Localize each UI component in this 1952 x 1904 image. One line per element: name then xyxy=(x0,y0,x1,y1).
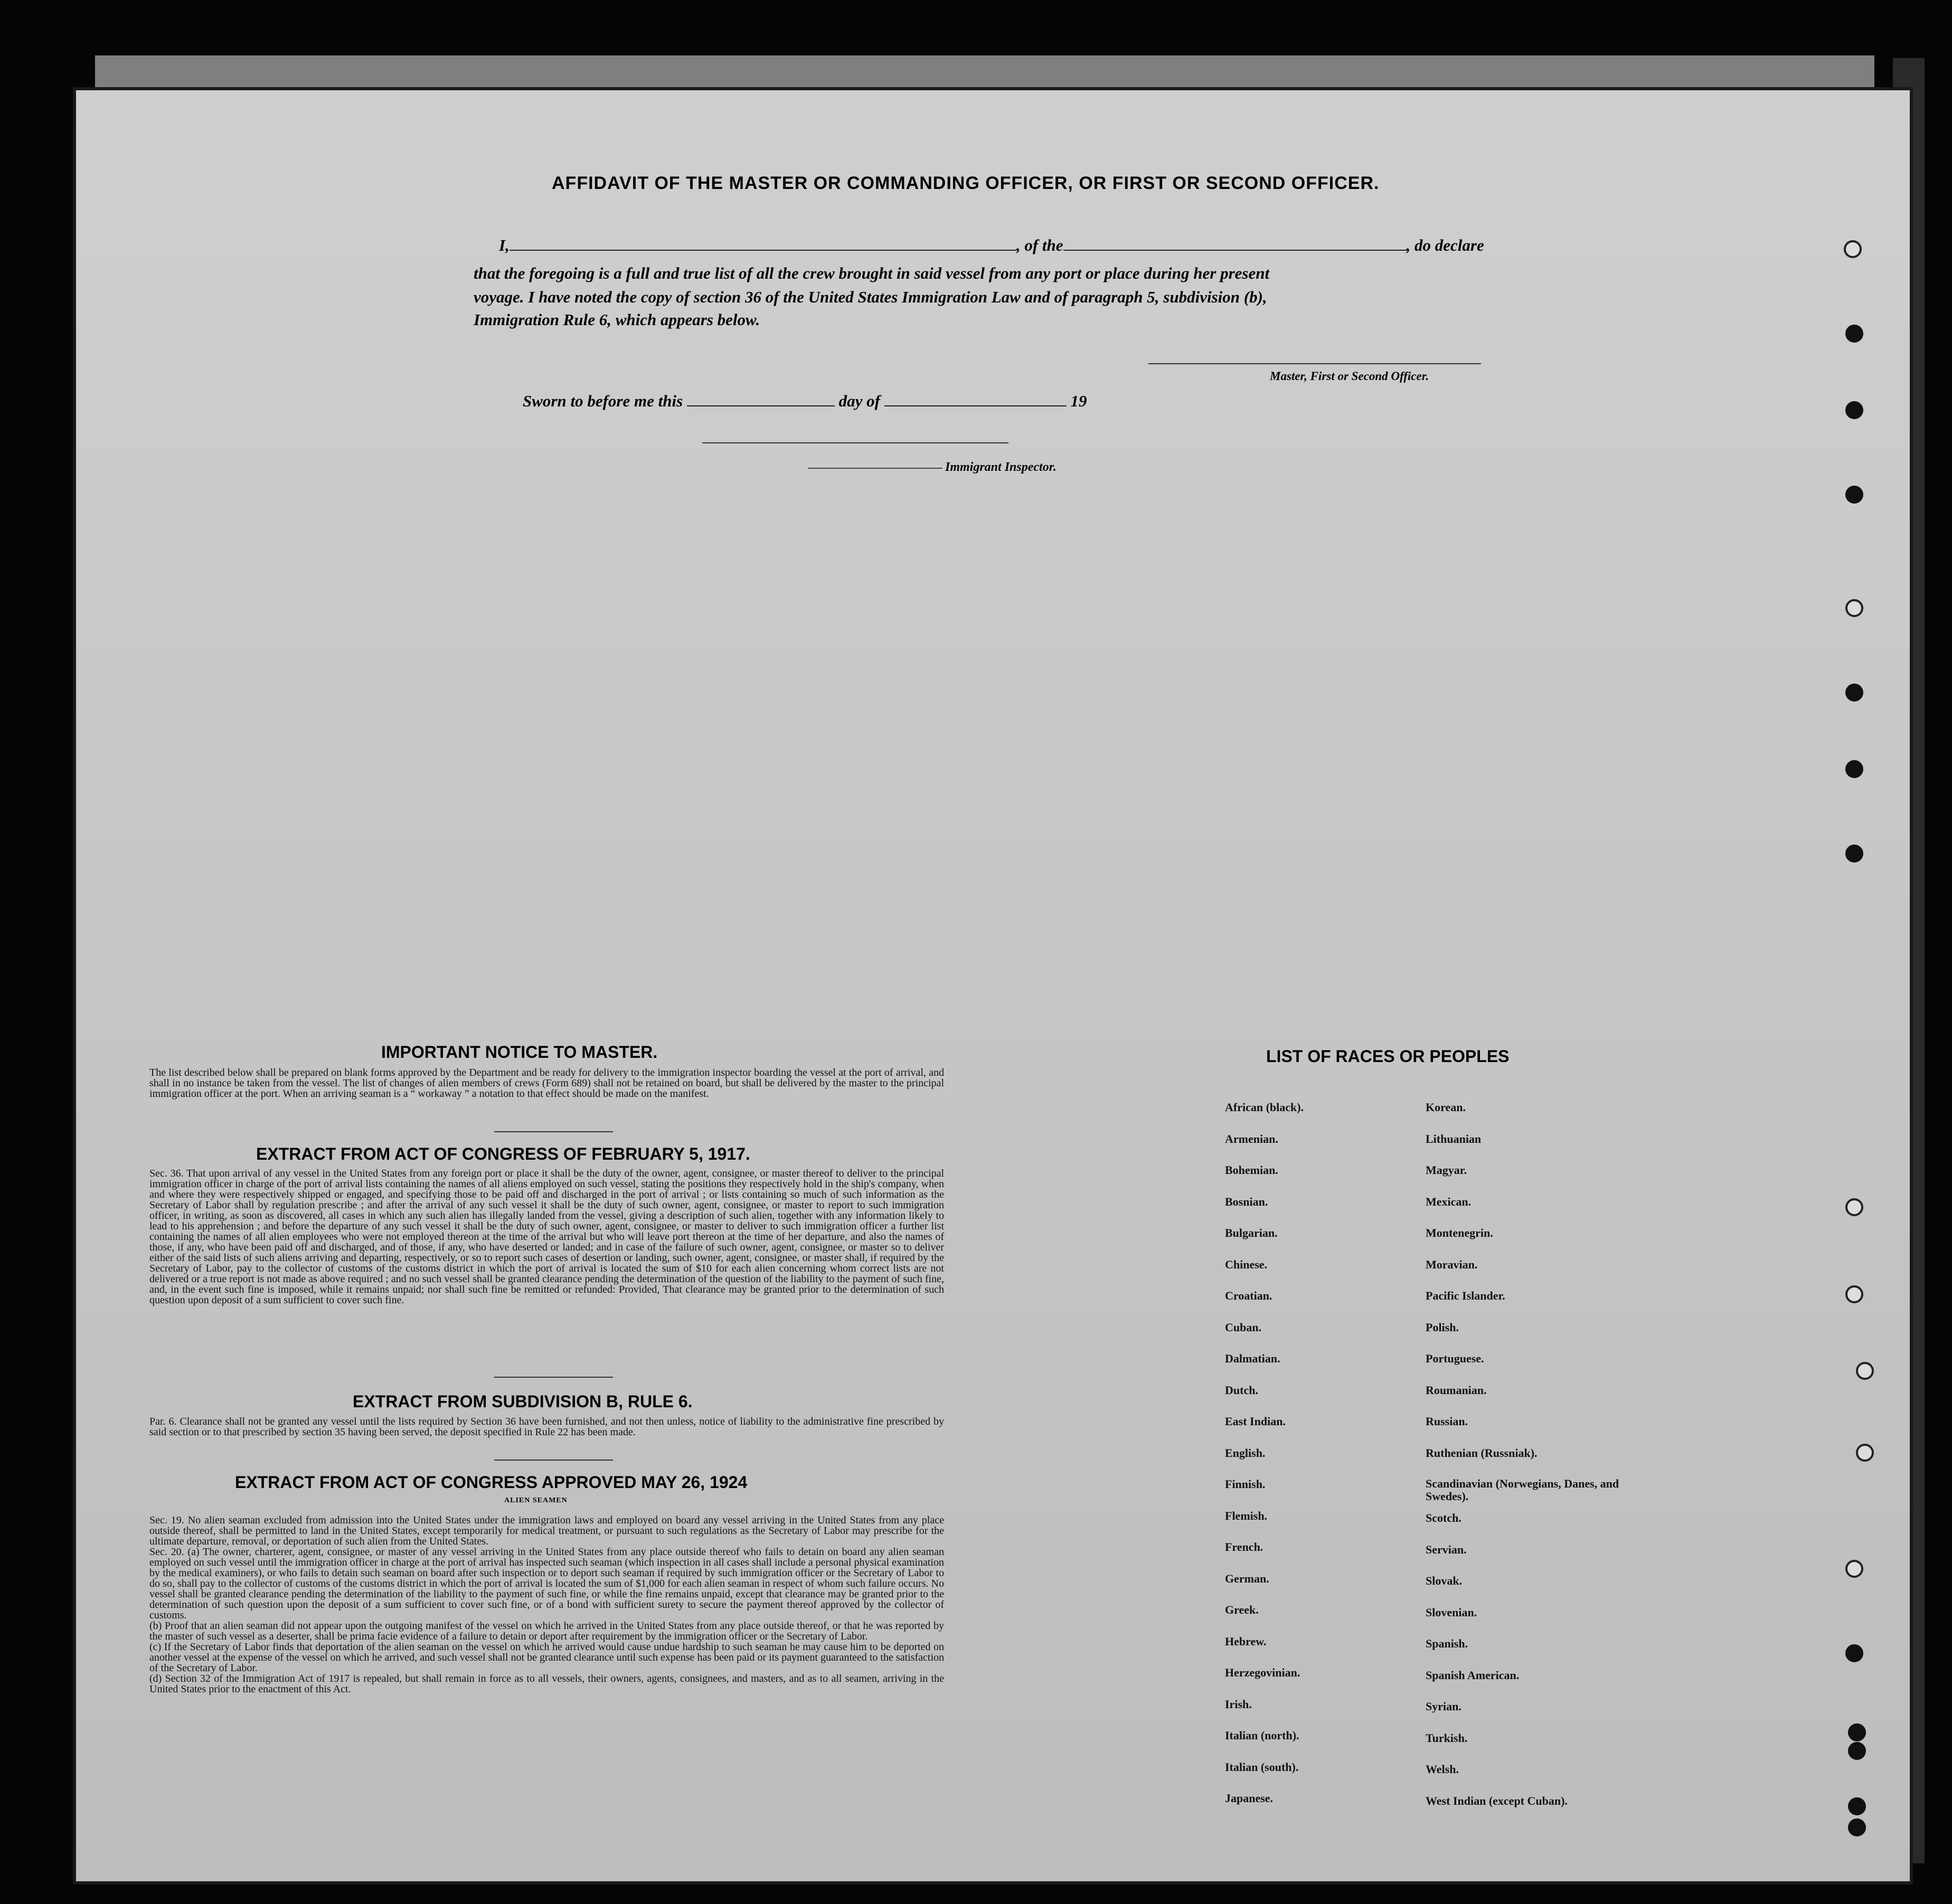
race-entry: English. xyxy=(1225,1446,1266,1460)
race-entry: Turkish. xyxy=(1426,1731,1468,1745)
race-entry: French. xyxy=(1225,1540,1263,1553)
day-of-text: day of xyxy=(838,392,880,410)
extract-rule6-title: EXTRACT FROM SUBDIVISION B, RULE 6. xyxy=(353,1392,693,1411)
extract-rule6-text: Par. 6. Clearance shall not be granted any vessel until the lists required by Section 36 have been furnished, and not then unless, notice of liability to the administrative fine prescribed by said section or to that prescribed by section 35 having been served, the deposit specified in Rule 22 has been made. xyxy=(149,1416,944,1438)
race-entry: Ruthenian (Russniak). xyxy=(1426,1446,1538,1460)
binder-hole xyxy=(1848,1742,1866,1760)
race-entry: Greek. xyxy=(1225,1603,1259,1616)
binder-hole xyxy=(1844,240,1862,258)
master-caption: Master, First or Second Officer. xyxy=(1270,370,1429,383)
race-entry: Mexican. xyxy=(1426,1195,1472,1208)
affidavit-title: AFFIDAVIT OF THE MASTER OR COMMANDING OFFICER, OR FIRST OR SECOND OFFICER. xyxy=(552,173,1380,193)
binder-hole xyxy=(1845,401,1863,419)
binder-hole xyxy=(1845,684,1863,702)
race-entry: Spanish. xyxy=(1426,1637,1468,1650)
race-entry: Portuguese. xyxy=(1426,1352,1484,1365)
page-top-edge xyxy=(95,55,1874,87)
affidavit-line-2: that the foregoing is a full and true list of all the crew brought in said vessel from any port or place during her present xyxy=(474,264,1270,282)
race-entry: Herzegovinian. xyxy=(1225,1666,1300,1679)
race-entry: Syrian. xyxy=(1426,1700,1461,1713)
race-entry: Russian. xyxy=(1426,1415,1468,1428)
race-entry: Pacific Islander. xyxy=(1426,1289,1505,1302)
race-entry: Scotch. xyxy=(1426,1511,1461,1524)
race-entry: Welsh. xyxy=(1426,1763,1459,1776)
extract-1917-text: Sec. 36. That upon arrival of any vessel in the United States from any foreign port or place it shall be the duty of the owner, agent, consignee, or master thereof to deliver to the principal immigration officer in charge of the port of arrival lists containing the names of all aliens employed on such vessel, stating the positions they respectively hold in the ship's company, when and where they were respectively shipped or engaged, and specifying those to be paid off and discharged in the port of arrival ; or lists containing so much of such information as the Secretary of Labor shall by regulation prescribe ; and after the arrival of any such vessel it shall be the duty of such owner, agent, consignee, or master to report to such immigration officer, in writing, as soon as discovered, all cases in which any such alien has illegally landed from the vessel, giving a description of such alien, together with any information likely to lead to his apprehension ; and before the departure of any such vessel it shall be the duty of such owner, agent, consignee, or master to deliver to such immigration officer a further list containing the names of all alien employees who were not employed thereon at the time of the arrival but who will leave port thereon at the time of her departure, and also the names of those, if any, who have been paid off and discharged, and of those, if any, who have deserted or landed; and in case of the failure of such owner, agent, consignee, or master so to deliver either of the said lists of such aliens arriving and departing, respectively, or so to report such cases of desertion or landing, such owner, agent, consignee, or master shall, if required by the Secretary of Labor, pay to the collector of customs of the customs district in which the port of arrival is located the sum of $10 for each alien concerning whom correct lists are not delivered or a true report is not made as above required ; and no such vessel shall be granted clearance pending the determination of the question of the liability to the payment of such fine, and, in the event such fine is imposed, while it remains unpaid; nor shall such fine be remitted or refunded: Provided, That clearance may be granted prior to the determination of such question upon deposit of a sum sufficient to cover such fine. xyxy=(149,1168,944,1306)
race-entry: Slovenian. xyxy=(1426,1605,1477,1619)
sworn-line xyxy=(523,392,1087,411)
race-entry: Hebrew. xyxy=(1225,1634,1267,1648)
race-entry: Chinese. xyxy=(1225,1257,1268,1271)
extract-1924-subtitle: ALIEN SEAMEN xyxy=(504,1496,568,1504)
inspector-line-lower[interactable] xyxy=(808,468,942,469)
race-entry: Dalmatian. xyxy=(1225,1352,1280,1365)
race-entry: Spanish American. xyxy=(1426,1668,1520,1682)
race-entry: West Indian (except Cuban). xyxy=(1426,1794,1568,1807)
divider-2 xyxy=(494,1377,613,1378)
notice-title: IMPORTANT NOTICE TO MASTER. xyxy=(381,1043,658,1062)
inspector-line-upper[interactable] xyxy=(702,442,1008,443)
sworn-month-blank[interactable] xyxy=(884,405,1067,406)
race-entry: Cuban. xyxy=(1225,1320,1262,1334)
year-text: 19 xyxy=(1070,392,1087,410)
binder-hole xyxy=(1845,599,1863,617)
race-entry: Magyar. xyxy=(1426,1163,1467,1177)
race-entry: African (black). xyxy=(1225,1101,1304,1114)
race-entry: Dutch. xyxy=(1225,1383,1258,1397)
sec20c-text: (c) If the Secretary of Labor finds that deportation of the alien seaman on the vessel on which he arrived would cause undue hardship to such seaman he may cause him to be deported on another vessel at the expense of the vessel on which he arrived, and such vessel shall not be granted clearance until such expense has been paid or its payment guaranteed to the satisfaction of the Secretary of Labor. xyxy=(149,1641,944,1674)
sec19-text: Sec. 19. No alien seaman excluded from admission into the United States under the immigration laws and employed on board any vessel arriving in the United States from any place outside thereof, shall be permitted to land in the United States, except temporarily for medical treatment, or pursuant to such regulations as the Secretary of Labor may prescribe for the ultimate departure, removal, or deportation of such alien from the United States. xyxy=(149,1514,944,1547)
binder-hole xyxy=(1845,1644,1863,1662)
race-entry: Slovak. xyxy=(1426,1574,1463,1587)
binder-hole xyxy=(1845,1285,1863,1303)
race-entry: Lithuanian xyxy=(1426,1132,1482,1145)
race-entry: Polish. xyxy=(1426,1320,1459,1334)
affidavit-of-the: , of the xyxy=(1016,236,1063,254)
race-entry: Italian (north). xyxy=(1225,1729,1299,1742)
affidavit-line-1 xyxy=(499,236,1484,255)
binder-hole xyxy=(1845,486,1863,504)
binder-hole xyxy=(1856,1362,1874,1380)
vessel-blank[interactable] xyxy=(1063,250,1407,251)
notice-text: The list described below shall be prepared on blank forms approved by the Department and be ready for delivery to the immigration inspector boarding the vessel at the port of arrival, and shall in no instance be taken from the vessel. The list of changes of alien members of crews (Form 689) shall not be retained on board, but shall be delivered by the master to the principal immigration officer at the port. When an arriving seaman is a “ workaway ” a notation to that effect should be made on the manifest. xyxy=(149,1067,944,1100)
race-entry: Irish. xyxy=(1225,1697,1252,1711)
race-entry: Croatian. xyxy=(1225,1289,1272,1302)
sworn-text: Sworn to before me this xyxy=(523,392,683,410)
binder-hole xyxy=(1848,1818,1866,1836)
sec20d-text: (d) Section 32 of the Immigration Act of 1917 is repealed, but shall remain in force as to all vessels, their owners, agents, consignees, and masters, and as to all seamen, arriving in the United States prior to the enactment of this Act. xyxy=(149,1673,944,1695)
binder-hole xyxy=(1848,1797,1866,1815)
divider-1 xyxy=(494,1131,613,1132)
sec20a-text: Sec. 20. (a) The owner, charterer, agent, consignee, or master of any vessel arriving in the United States from any place outside thereof who fails to detain on board any alien seaman employed on such vessel until the immigration officer in charge at the port of arrival has inspected such seaman (which inspection in all cases shall include a personal physical examination by the medical examiners), or who fails to detain such seaman on board after such inspection or to deport such seaman if required by such immigration officer or the Secretary of Labor to do so, shall pay to the collector of customs of the customs district in which the port of arrival is located the sum of $1,000 for each alien seaman in respect of whom such failure occurs. No vessel shall be granted clearance pending the determination of the liability to the payment of such fine, or while the fine remains unpaid, except that clearance may be granted prior to the determination of such question upon the deposit of a sum sufficient to cover such fine, or of a bond with sufficient surety to secure the payment thereof approved by the collector of customs. xyxy=(149,1546,944,1621)
binder-hole xyxy=(1845,1198,1863,1216)
race-entry: Bulgarian. xyxy=(1225,1226,1278,1239)
extract-1924-body xyxy=(149,1515,944,1694)
race-entry: Korean. xyxy=(1426,1101,1466,1114)
extract-1924-title: EXTRACT FROM ACT OF CONGRESS APPROVED MAY 26, 1924 xyxy=(235,1473,748,1492)
race-entry: Japanese. xyxy=(1225,1792,1274,1805)
extract-1917-title: EXTRACT FROM ACT OF CONGRESS OF FEBRUARY 5, 1917. xyxy=(256,1144,750,1163)
race-entry: Scandinavian (Norwegians, Danes, and Swedes). xyxy=(1426,1477,1619,1503)
affidavit-declare: , do declare xyxy=(1406,236,1484,254)
race-entry: Roumanian. xyxy=(1426,1383,1487,1397)
race-entry: Bohemian. xyxy=(1225,1163,1278,1177)
affidavit-line-4: Immigration Rule 6, which appears below. xyxy=(474,310,760,329)
race-entry: Servian. xyxy=(1426,1542,1467,1556)
race-entry: Moravian. xyxy=(1426,1257,1478,1271)
race-entry: Armenian. xyxy=(1225,1132,1278,1145)
race-entry: East Indian. xyxy=(1225,1415,1286,1428)
master-signature-line[interactable] xyxy=(1148,363,1481,364)
race-entry: German. xyxy=(1225,1571,1269,1585)
races-title: LIST OF RACES OR PEOPLES xyxy=(1266,1047,1510,1066)
race-entry: Montenegrin. xyxy=(1426,1226,1493,1239)
race-entry: Finnish. xyxy=(1225,1477,1266,1491)
binder-hole xyxy=(1848,1723,1866,1741)
sec20b-text: (b) Proof that an alien seaman did not appear upon the outgoing manifest of the vessel on which he arrived in the United States from any place outside thereof, or that he was reported by the master of such vessel as a deserter, shall be prima facie evidence of a failure to detain or deport after requirement by the immigration officer or the Secretary of Labor. xyxy=(149,1620,944,1642)
affidavit-i: I, xyxy=(499,236,510,254)
inspector-caption: Immigrant Inspector. xyxy=(945,460,1057,474)
name-blank[interactable] xyxy=(510,250,1016,251)
binder-hole xyxy=(1845,845,1863,863)
affidavit-line-3: voyage. I have noted the copy of section 36 of the United States Immigration Law and of paragraph 5, subdivision (b), xyxy=(474,288,1267,306)
race-entry: Bosnian. xyxy=(1225,1195,1268,1208)
divider-3 xyxy=(494,1460,613,1461)
sworn-day-blank[interactable] xyxy=(687,405,835,406)
binder-hole xyxy=(1845,325,1863,343)
binder-hole xyxy=(1856,1444,1874,1462)
binder-hole xyxy=(1845,760,1863,778)
race-entry: Italian (south). xyxy=(1225,1760,1299,1774)
binder-hole xyxy=(1845,1560,1863,1578)
race-entry: Flemish. xyxy=(1225,1509,1268,1522)
